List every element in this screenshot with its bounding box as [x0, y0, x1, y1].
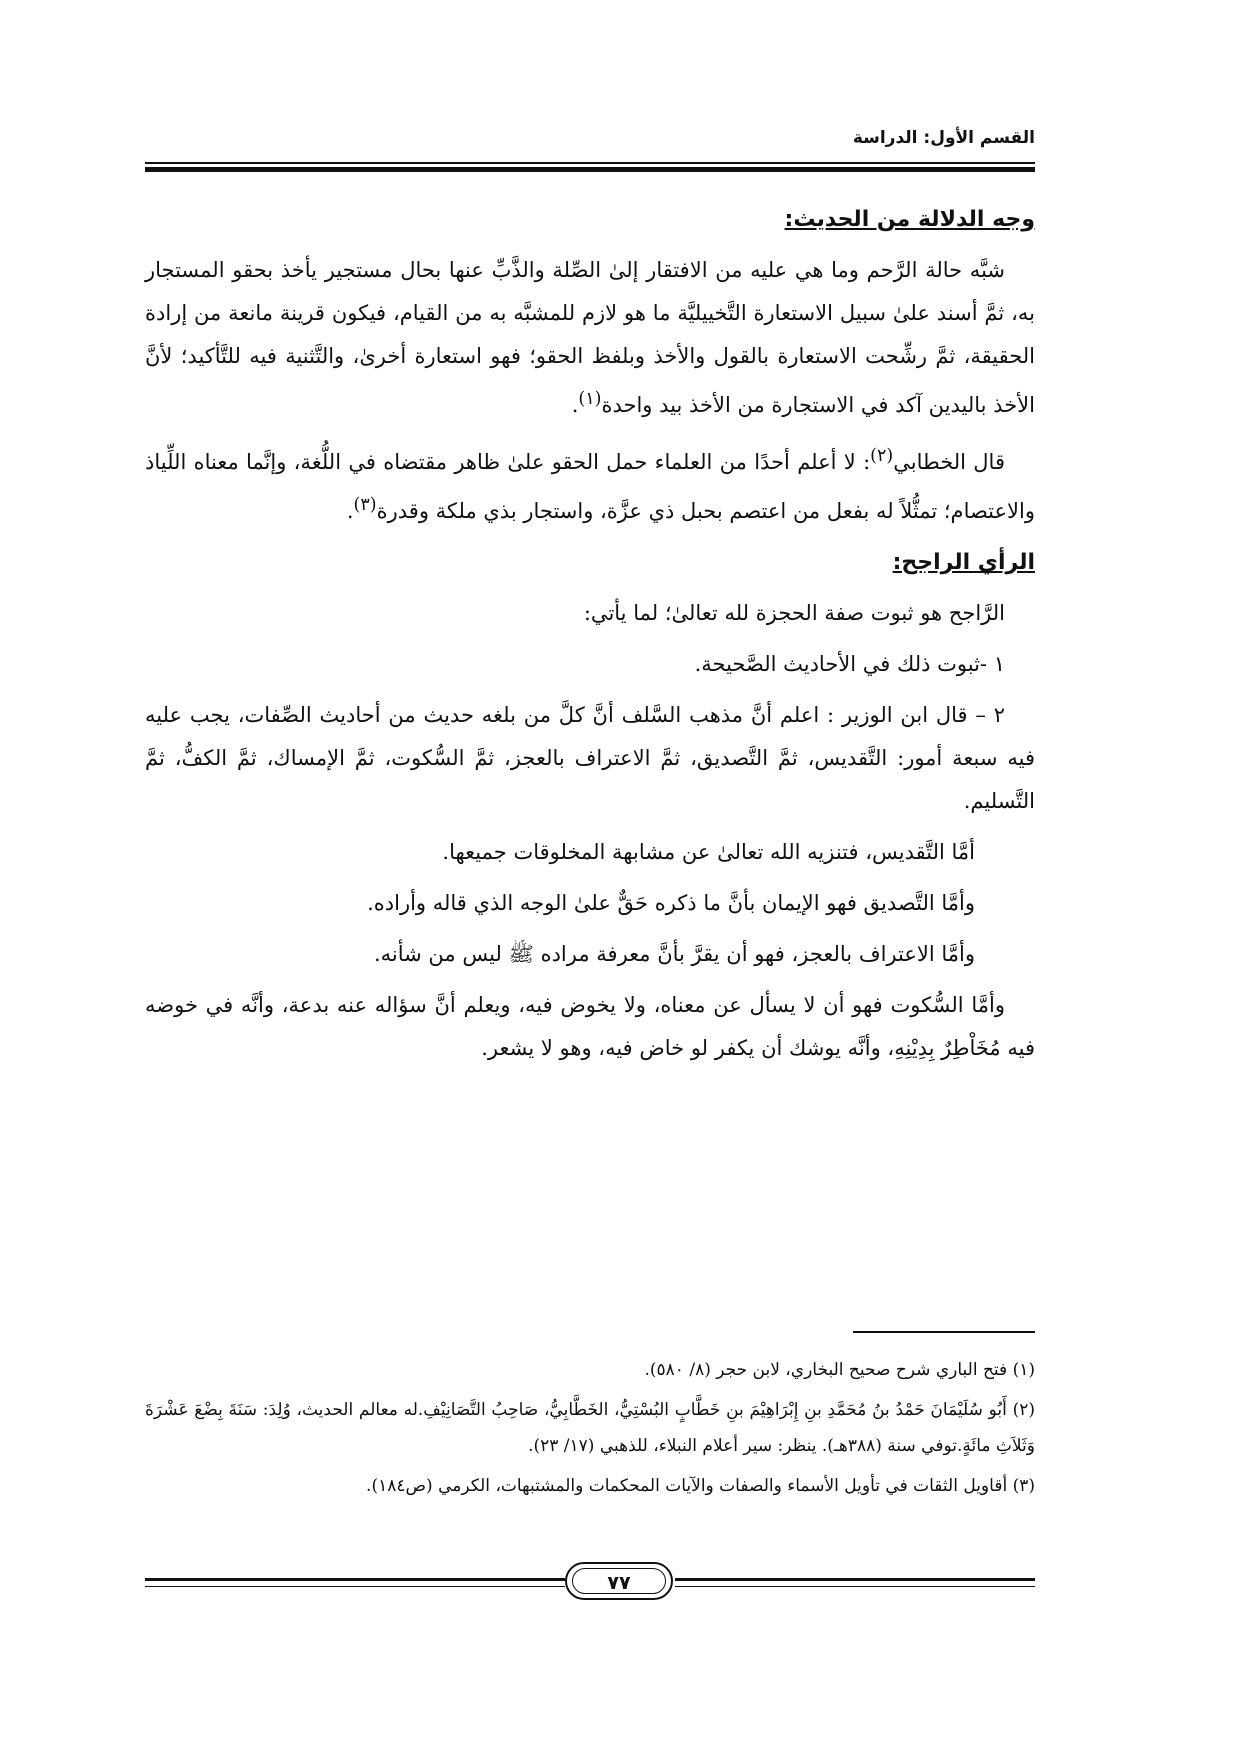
footnote-separator — [853, 1331, 1035, 1333]
paragraph-taqdis: أمَّا التَّقديس، فتنزيه الله تعالىٰ عن مشابهة المخلوقات جميعها. — [442, 840, 975, 864]
footer-rule-right-thin — [675, 1586, 1035, 1587]
paragraph-1-text: شبَّه حالة الرَّحم وما هي عليه من الافتقار إلىٰ الصِّلة والذَّبِّ عنها بحال مستجير يأخذ بحقو المستجار به، ثمَّ أسند علىٰ سبيل الاستعارة التَّخييليَّة ما هو لازم للمشبَّه به من القيام، فيكون قرينة مانعة من إرادة الحقيقة، ثمَّ رشِّحت الاستعارة بالقول والأخذ وبلفظ الحقو؛ فهو استعارة أخرىٰ، والتَّثنية فيه للتَّأكيد؛ لأنَّ الأخذ باليدين آكد في الاستجارة من الأخذ بيد واحدة — [145, 258, 1035, 417]
footer-rule-left — [145, 1578, 565, 1581]
paragraph-itiraf: وأمَّا الاعتراف بالعجز، فهو أن يقرَّ بأنَّ معرفة مراده ﷺ ليس من شأنه. — [373, 942, 975, 966]
paragraph-2-text-b: : لا أعلم أحدًا من العلماء حمل الحقو علىٰ ظاهر مقتضاه في اللُّغة، وإنَّما معناه اللِّياذ والاعتصام؛ تمثُّلاً له بفعل من اعتصم بحبل ذي عزَّة، واستجار بذي ملكة وقدرة — [145, 450, 1035, 523]
footnote-2: (٢) أَبُو سُلَيْمَانَ حَمْدُ بنُ مُحَمَّدِ بنِ إِبْرَاهِيْمَ بنِ خَطَّابٍ البُسْتِيُّ، الخَطَّابِيُّ، صَاحِبُ التَّصَانِيْفِ.له معالم الحديث، وُلِدَ: سَنَةَ بِضْعَ عَشْرَةَ وَثَلاَثِ مائَةٍ.توفي سنة (٣٨٨هـ). ينظر: سير أعلام النبلاء، للذهبي (١٧/ ٢٣). — [145, 1400, 1035, 1456]
paragraph-2: قال الخطابي$^{(٢)}$: لا أعلم أحدًا من العلماء حمل الحقو علىٰ ظاهر مقتضاه في اللُّغة، وإنَّما معناه اللِّياذ والاعتصام؛ تمثُّلاً له بفعل من اعتصم بحبل ذي عزَّة، واستجار بذي ملكة وقدرة$^{(٣)}$. — [145, 446, 1035, 523]
paragraph-3: الرَّاجح هو ثبوت صفة الحجزة لله تعالىٰ؛ لما يأتي: — [583, 601, 1005, 625]
paragraph-2-text-a: قال الخطابي — [893, 450, 1005, 474]
footnote-ref-1: (١) — [578, 389, 602, 409]
footnote-1: (١) فتح الباري شرح صحيح البخاري، لابن حجر (٨/ ٥٨٠). — [644, 1360, 1035, 1380]
main-text — [145, 198, 1035, 1078]
paragraph-1: شبَّه حالة الرَّحم وما هي عليه من الافتقار إلىٰ الصِّلة والذَّبِّ عنها بحال مستجير يأخذ بحقو المستجار به، ثمَّ أسند علىٰ سبيل الاستعارة التَّخييليَّة ما هو لازم للمشبَّه به من القيام، فيكون قرينة مانعة من إرادة الحقيقة، ثمَّ رشِّحت الاستعارة بالقول والأخذ وبلفظ الحقو؛ فهو استعارة أخرىٰ، والتَّثنية فيه للتَّأكيد؛ لأنَّ الأخذ باليدين آكد في الاستجارة من الأخذ بيد واحدة$^{(١)}$. — [145, 258, 1035, 417]
footer-rule-right — [675, 1578, 1035, 1581]
subheading-preferred-view: الرأي الراجح: — [892, 550, 1035, 575]
footnote-ref-3: (٣) — [353, 495, 377, 515]
page-number: ٧٧ — [565, 1562, 673, 1600]
footer-rule-left-thin — [145, 1586, 565, 1587]
footnote-3: (٣) أقاويل الثقات في تأويل الأسماء والصفات والآيات المحكمات والمشتبهات، الكرمي (ص١٨٤). — [366, 1476, 1035, 1496]
list-item-1: ١ -ثبوت ذلك في الأحاديث الصَّحيحة. — [694, 652, 1005, 676]
footnote-ref-2: (٢) — [870, 446, 894, 466]
running-header: القسم الأول: الدراسة — [852, 128, 1035, 148]
list-item-2: ٢ – قال ابن الوزير : اعلم أنَّ مذهب السَّلف أنَّ كلَّ من بلغه حديث من أحاديث الصِّفات، يجب عليه فيه سبعة أمور: التَّقديس، ثمَّ التَّصديق، ثمَّ الاعتراف بالعجز، ثمَّ السُّكوت، ثمَّ الإمساك، ثمَّ الكفُّ، ثمَّ التَّسليم. — [145, 703, 1035, 813]
paragraph-sukut: وأمَّا السُّكوت فهو أن لا يسأل عن معناه، ولا يخوض فيه، ويعلم أنَّ سؤاله عنه بدعة، وأنَّه في خوضه فيه مُخَاْطِرٌ بِدِيْنِهِ، وأنَّه يوشك أن يكفر لو خاض فيه، وهو لا يشعر. — [145, 993, 1035, 1060]
header-rule-thin — [145, 162, 1035, 164]
footnotes — [145, 1352, 1035, 1508]
paragraph-tasdiq: وأمَّا التَّصديق فهو الإيمان بأنَّ ما ذكره حَقٌّ علىٰ الوجه الذي قاله وأراده. — [367, 891, 975, 915]
subheading-evidence: وجه الدلالة من الحديث: — [784, 207, 1035, 232]
header-rule-thick — [145, 167, 1035, 172]
